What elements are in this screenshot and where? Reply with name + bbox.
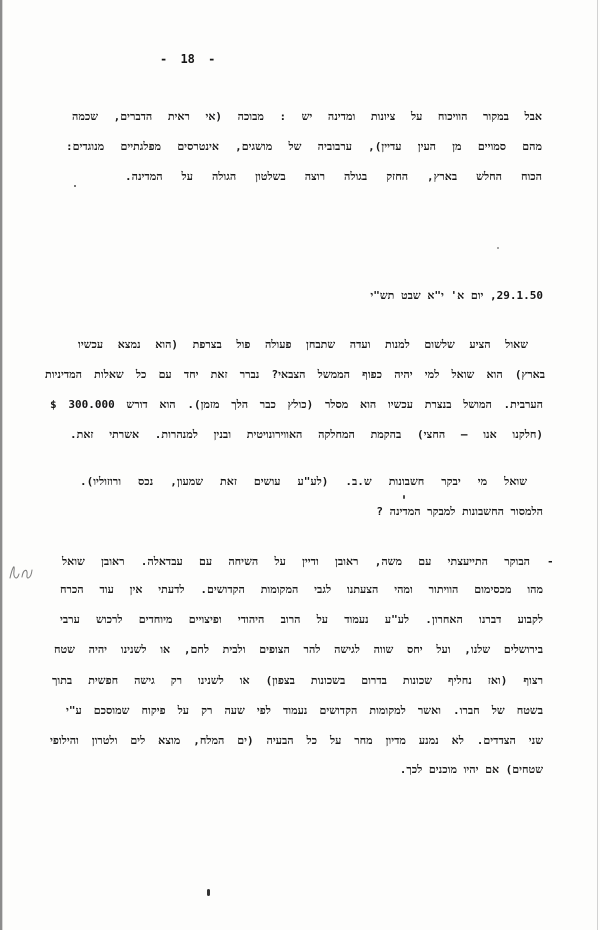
page-number: - 18 - xyxy=(160,52,216,66)
line-text: שטחים) אם יהיו מוכנים לכך. xyxy=(399,763,543,776)
paragraph-3-line xyxy=(338,505,543,519)
paragraph-2-line xyxy=(78,338,528,352)
paragraph-2-line xyxy=(70,428,543,442)
line-text: רצוף (ואז נחליף שכונות בדרום בשכונות בצפון) או לשנינו רק גישה חפשית בתוך xyxy=(52,674,543,687)
paragraph-4-line xyxy=(60,613,543,627)
ink-speck xyxy=(403,495,405,499)
paragraph-2-line xyxy=(45,368,545,382)
paragraph-dash: - xyxy=(547,555,554,568)
paragraph-4-line xyxy=(66,704,543,718)
paragraph-4-line xyxy=(363,763,543,777)
intro-paragraph-line xyxy=(125,170,542,184)
paragraph-4-line xyxy=(52,674,543,688)
line-text: מהו מכסימום הוויתור ומהי הצעתנו לגבי המקומות הקדושים. לדעתי אין עוד הכרח xyxy=(60,583,543,596)
line-text: שאול הציע שלשום למנות ועדה שתבחן פעולה פול בצרפת (הוא נמצא עכשיו xyxy=(78,338,528,351)
paragraph-3-line xyxy=(80,475,527,489)
line-text: (חלקנו אנו – החצי) בהקמת המחלקה האווירונויטית ובנין למנהרות. אשרתי זאת. xyxy=(70,428,543,441)
line-text: הלמסור החשבונות למבקר המדינה ? xyxy=(376,505,543,518)
line-text: לקבוע דברנו האחרון. לע"ע נעמוד על הרוב היהודי ופיצויים מיוחדים לרכוש ערבי xyxy=(60,613,543,626)
paragraph-4-line xyxy=(60,583,543,597)
line-text: הערבית. המושל בנצרת עכשיו הוא מסלר (כולץ כבר הלך מזמן). הוא דורש 300.000 $ xyxy=(49,398,543,411)
line-text: אבל במקור הוויכוח על ציונות ומדינה יש : מבוכה (אי ראית הדברים, שכמה xyxy=(72,110,542,123)
scan-edge-left-shadow xyxy=(2,0,3,930)
paragraph-4-line xyxy=(62,555,530,569)
intro-paragraph-line xyxy=(66,140,542,154)
line-text: הכוח החלש בארץ, החזק בגולה רוצה בשלטון הגולה על המדינה. xyxy=(125,170,542,183)
line-text: שואל מי יבקר חשבונות ש.ב. (לע"ע עושים זאת שמעון, נכס ורוזוליו). xyxy=(80,475,527,488)
line-text: בארץ) הוא שואל למי יהיה כפוף הממשל הצבאי? נברר זאת יחד עם כל שאלות המדיניות xyxy=(45,368,545,381)
paragraph-2-line xyxy=(50,398,543,412)
handwritten-margin-mark xyxy=(6,558,36,584)
line-text: בשטח של חברו. ואשר למקומות הקדושים נעמוד לפי שעה רק על פיקוח שמוסכם ע"י xyxy=(66,704,543,717)
line-text: בירושלים שלנו, ועל יחס שווה לגישה להר הצופים ולבית לחם, או לשנינו יהיה שטח xyxy=(54,643,543,656)
date-text: 29.1.50, יום א' י"א שבט תש"י xyxy=(370,289,543,302)
ink-speck xyxy=(207,889,210,896)
line-text: שני הצדדים. לא נמנע מדיון מחר על כל הבעיה (ים המלח, מוצא לים ולטרון והילופי xyxy=(50,734,543,747)
ink-speck xyxy=(497,247,499,249)
ink-speck xyxy=(74,185,76,187)
intro-paragraph-line xyxy=(72,110,542,124)
scan-edge-right xyxy=(597,0,598,930)
paragraph-4-line xyxy=(50,734,543,748)
paragraph-4-line xyxy=(54,643,543,657)
line-text: מהם סמויים מן העין עדיין), ערבוביה של מושגים, אינטרסים מפלגתיים מנוגדים: xyxy=(66,140,542,153)
entry-date xyxy=(353,289,543,303)
line-text: הבוקר התייעצתי עם משה, ראובן ודיין על השיחה עם עבדאלה. ראובן שואל xyxy=(62,555,530,568)
